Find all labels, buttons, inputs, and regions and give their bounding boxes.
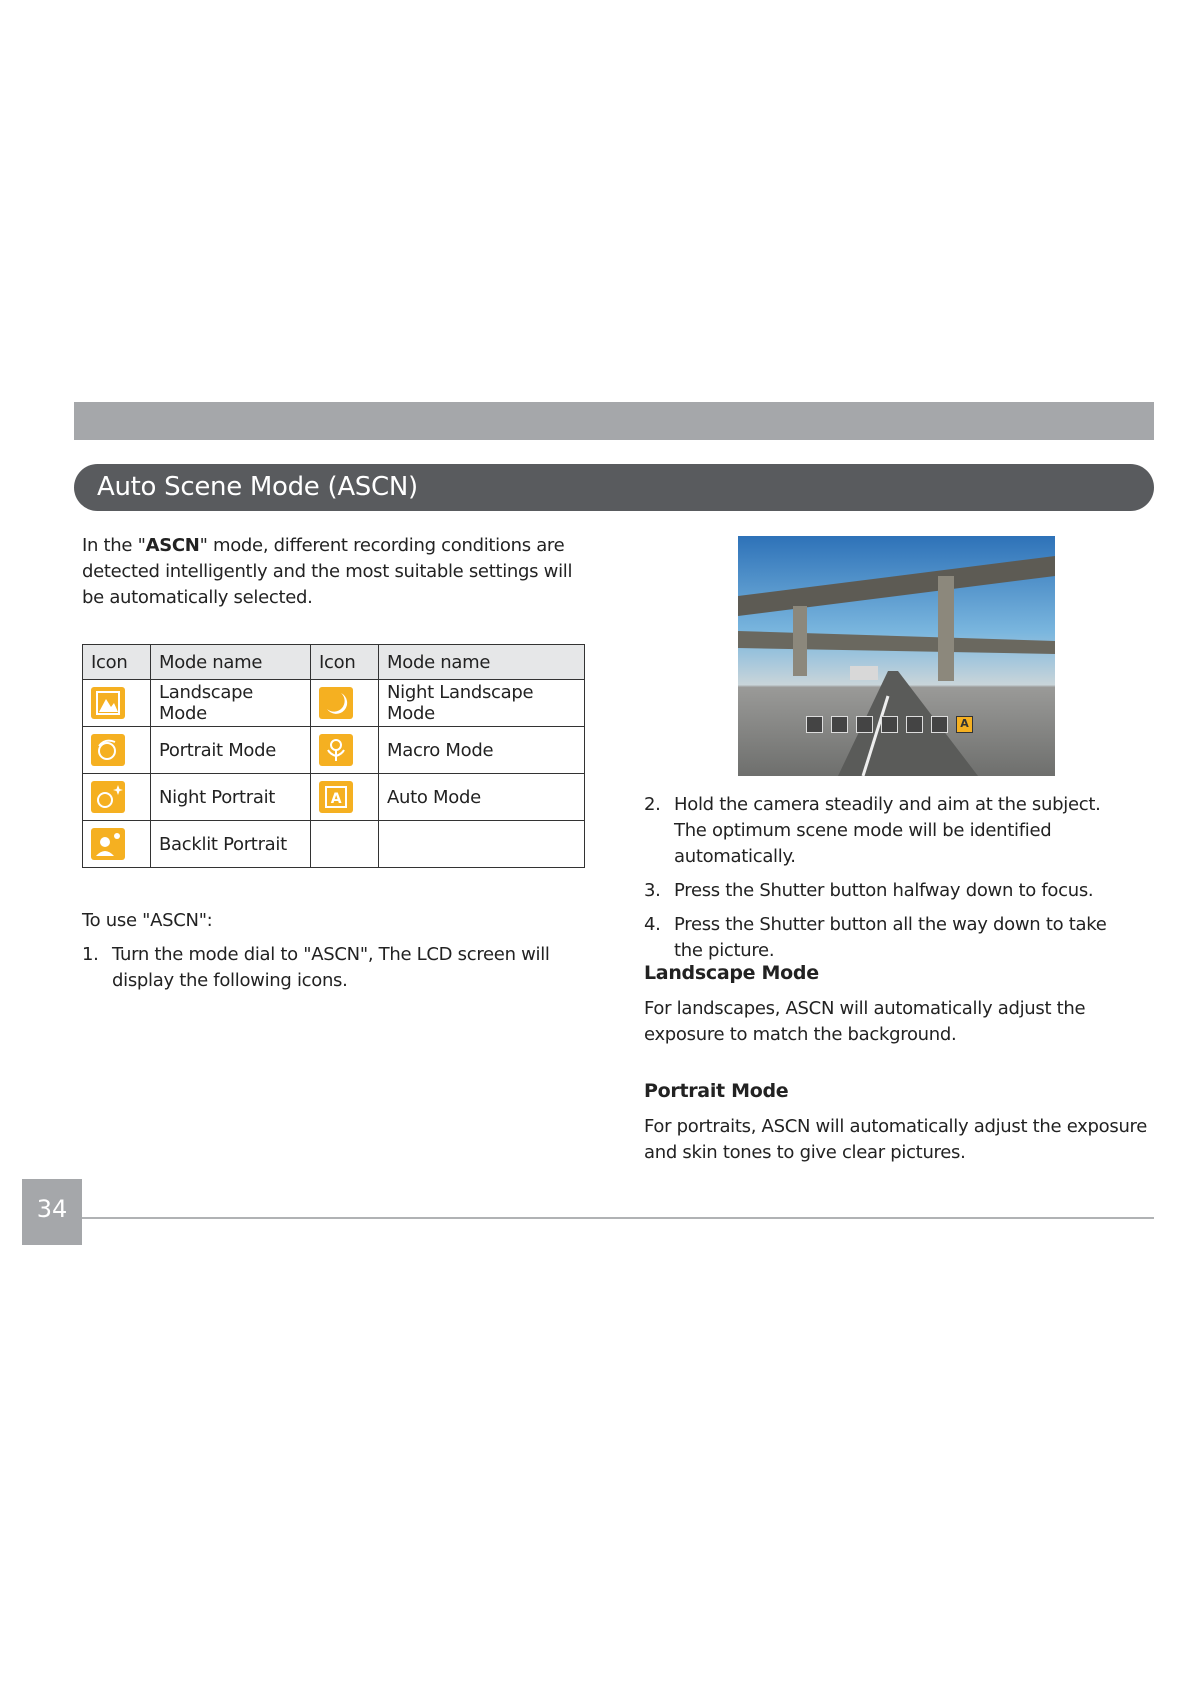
mode-name-macro: Macro Mode	[379, 727, 585, 774]
usage-heading: To use "ASCN":	[82, 910, 213, 931]
header-mode-name-2: Mode name	[379, 645, 585, 680]
step-text: Press the Shutter button all the way down to take the picture.	[674, 914, 1107, 961]
list-item	[82, 942, 602, 994]
lcd-night-landscape-icon	[906, 716, 923, 733]
lcd-auto-icon: A	[956, 716, 973, 733]
lcd-landscape-icon	[806, 716, 823, 733]
header-mode-name: Mode name	[151, 645, 311, 680]
step-number: 3.	[644, 880, 661, 901]
step-number: 2.	[644, 794, 661, 815]
step-text: Turn the mode dial to "ASCN", The LCD screen will display the following icons.	[112, 944, 550, 991]
list-item	[644, 912, 1134, 964]
table-header-row	[83, 645, 585, 680]
mode-name-night-portrait: Night Portrait	[151, 774, 311, 821]
mode-name-portrait: Portrait Mode	[151, 727, 311, 774]
lcd-scene-icons	[806, 716, 973, 733]
step-text: Hold the camera steadily and aim at the subject. The optimum scene mode will be identified automatically.	[674, 794, 1101, 867]
night-landscape-icon	[319, 687, 353, 719]
table-row	[83, 821, 585, 868]
landscape-heading: Landscape Mode	[644, 962, 819, 984]
intro-paragraph	[82, 533, 582, 611]
auto-icon	[319, 781, 353, 813]
intro-text-end: " mode, different recording conditions are detected intelligently and the most suitable settings will be automatically selected.	[82, 535, 573, 608]
backlit-portrait-icon	[91, 828, 125, 860]
list-item	[644, 878, 1134, 904]
landscape-description: For landscapes, ASCN will automatically adjust the exposure to match the background.	[644, 998, 1086, 1045]
lcd-night-portrait-icon	[856, 716, 873, 733]
footer-divider	[82, 1217, 1154, 1219]
page-title: Auto Scene Mode (ASCN)	[74, 464, 1154, 511]
mode-name-auto: Auto Mode	[379, 774, 585, 821]
lcd-portrait-icon	[831, 716, 848, 733]
steps-list-right	[644, 792, 1134, 972]
scene-mode-table	[82, 644, 585, 868]
portrait-description: For portraits, ASCN will automatically adjust the exposure and skin tones to give clear pictures.	[644, 1116, 1148, 1163]
header-gray-bar	[74, 402, 1154, 440]
steps-list-left	[82, 942, 602, 1002]
page-number: 34	[22, 1179, 82, 1245]
step-text: Press the Shutter button halfway down to focus.	[674, 880, 1094, 901]
lcd-macro-icon	[931, 716, 948, 733]
table-row	[83, 727, 585, 774]
empty-icon-cell	[311, 821, 379, 868]
auto-icon-letter: A	[330, 791, 342, 807]
header-icon-2: Icon	[311, 645, 379, 680]
macro-icon	[319, 734, 353, 766]
lcd-backlit-portrait-icon	[881, 716, 898, 733]
night-portrait-icon	[91, 781, 125, 813]
mode-name-night-landscape: Night Landscape Mode	[379, 680, 585, 727]
intro-bold-term: ASCN	[145, 535, 200, 556]
lcd-preview-image	[738, 536, 1055, 776]
empty-name-cell	[379, 821, 585, 868]
mode-name-landscape: Landscape Mode	[151, 680, 311, 727]
portrait-icon	[91, 734, 125, 766]
list-item	[644, 792, 1134, 870]
header-icon: Icon	[83, 645, 151, 680]
landscape-icon	[91, 687, 125, 719]
table-row	[83, 774, 585, 821]
step-number: 4.	[644, 914, 661, 935]
table-row	[83, 680, 585, 727]
portrait-heading: Portrait Mode	[644, 1080, 789, 1102]
step-number: 1.	[82, 944, 99, 965]
mode-name-backlit-portrait: Backlit Portrait	[151, 821, 311, 868]
intro-text-start: In the "	[82, 535, 146, 556]
